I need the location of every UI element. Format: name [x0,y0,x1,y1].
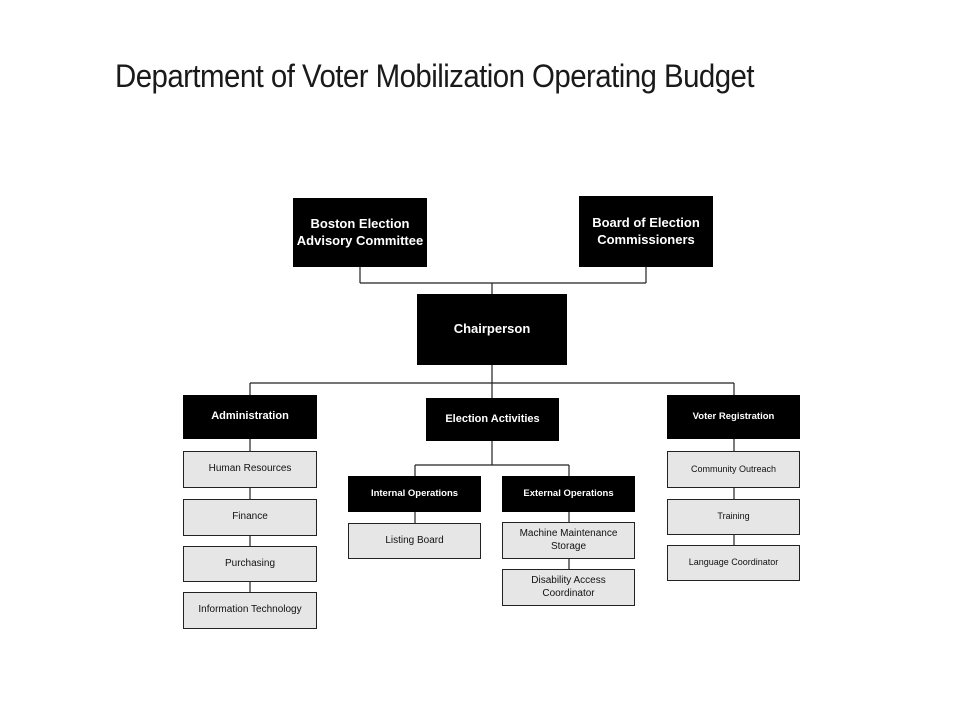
community-outreach-box [667,451,800,488]
page-title: Department of Voter Mobilization Operating Budget [115,58,755,94]
community-outreach-label: Community Outreach [690,463,777,474]
disability-access-box [502,569,635,606]
disability-access-label: Disability Access Coordinator [531,575,606,599]
language-coordinator-label: Language Coordinator [688,557,779,568]
board-commissioners-label: Board of Election Commissioners [592,215,700,247]
internal-operations-box [348,476,481,512]
chairperson-label: Chairperson [453,321,531,337]
voter-registration-box [667,395,800,439]
advisory-committee-box [293,198,427,267]
administration-box [183,395,317,439]
machine-maintenance-label: Machine Maintenance Storage [519,528,618,552]
language-coordinator-box [667,545,800,581]
election-activities-label: Election Activities [445,412,540,425]
advisory-committee-label: Boston Election Advisory Committee [296,216,424,248]
training-label: Training [717,511,750,522]
external-operations-box [502,476,635,512]
voter-registration-label: Voter Registration [692,411,775,423]
machine-maintenance-box [502,522,635,559]
external-operations-label: External Operations [523,488,614,500]
human-resources-label: Human Resources [208,463,292,475]
purchasing-label: Purchasing [224,557,276,569]
chairperson-box [417,294,567,365]
human-resources-box [183,451,317,488]
information-technology-label: Information Technology [198,604,302,616]
listing-board-box [348,523,481,559]
information-technology-box [183,592,317,629]
finance-box [183,499,317,536]
internal-operations-label: Internal Operations [370,488,459,500]
training-box [667,499,800,535]
election-activities-box [426,398,559,441]
finance-label: Finance [232,511,268,523]
administration-label: Administration [211,410,289,423]
listing-board-label: Listing Board [385,534,444,546]
board-commissioners-box [579,196,713,267]
purchasing-box [183,546,317,582]
